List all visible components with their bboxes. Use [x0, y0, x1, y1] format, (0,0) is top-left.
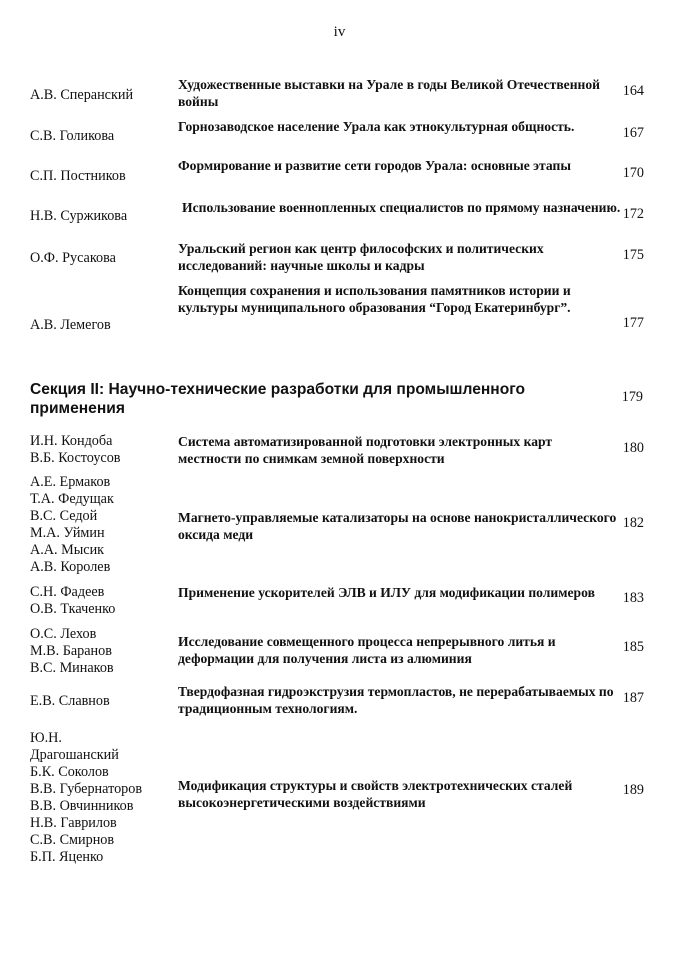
author-name: А.В. Сперанский — [30, 87, 134, 103]
toc-entry — [30, 584, 650, 624]
author-name: Е.В. Славнов — [30, 693, 110, 709]
author-name: Т.А. Федущак — [30, 491, 114, 507]
entry-title: Формирование и развитие сети городов Урала: основные этапы — [178, 158, 571, 173]
author-name: А.Е. Ермаков — [30, 474, 111, 490]
entry-title: Магнето-управляемые катализаторы на основе нанокристаллического оксида меди — [178, 510, 617, 542]
entry-page: 167 — [622, 125, 644, 141]
section-heading: Секция II: Научно-технические разработки для промышленного применения — [30, 381, 526, 417]
toc-entry — [30, 157, 650, 197]
toc-entry — [30, 118, 650, 158]
author-name: С.В. Смирнов — [30, 832, 115, 848]
entry-page: 189 — [622, 782, 644, 798]
entry-title: Использование военнопленных специалистов по прямому назначению. — [182, 200, 621, 215]
author-name: О.В. Ткаченко — [30, 601, 116, 617]
author-name: С.Н. Фадеев — [30, 584, 105, 600]
toc-entry — [30, 474, 650, 578]
entry-page: 164 — [622, 83, 644, 99]
entry-title: Исследование совмещенного процесса непрерывного литья и деформации для получения листа из алюминия — [178, 634, 556, 666]
entry-page: 183 — [622, 590, 644, 606]
author-name: В.Б. Костоусов — [30, 450, 121, 466]
author-name: В.В. Губернаторов — [30, 781, 143, 797]
entry-title: Система автоматизированной подготовки электронных карт местности по снимкам земной поверхности — [178, 434, 553, 466]
author-name: А.В. Лемегов — [30, 317, 111, 333]
author-name: Драгошанский — [30, 747, 119, 763]
author-name: Ю.Н. — [30, 730, 62, 746]
author-name: Б.К. Соколов — [30, 764, 109, 780]
author-name: С.В. Голикова — [30, 128, 115, 144]
author-name: С.П. Постников — [30, 168, 126, 184]
toc-entry — [30, 730, 650, 870]
author-name: А.В. Королев — [30, 559, 111, 575]
entry-page: 182 — [622, 515, 644, 531]
section-page: 179 — [621, 389, 643, 405]
entry-title: Твердофазная гидроэкструзия термопластов, не перерабатываемых по традиционным технологиям. — [178, 684, 614, 716]
entry-page: 172 — [622, 206, 644, 222]
entry-page: 187 — [622, 690, 644, 706]
author-name: М.В. Баранов — [30, 643, 112, 659]
author-name: В.В. Овчинников — [30, 798, 134, 814]
entry-title: Художественные выставки на Урале в годы Великой Отечественной войны — [178, 77, 601, 109]
entry-title: Концепция сохранения и использования памятников истории и культуры муниципального образования “Город Екатеринбург”. — [178, 283, 571, 315]
toc-entry — [30, 76, 650, 116]
entry-page: 180 — [622, 440, 644, 456]
toc-entry — [30, 282, 650, 338]
toc-entry — [30, 199, 650, 239]
author-name: И.Н. Кондоба — [30, 433, 113, 449]
author-name: Н.В. Суржикова — [30, 208, 128, 224]
author-name: Н.В. Гаврилов — [30, 815, 117, 831]
author-name: М.А. Уймин — [30, 525, 105, 541]
entry-title: Применение ускорителей ЭЛВ и ИЛУ для модификации полимеров — [178, 585, 595, 600]
toc-entry — [30, 626, 650, 678]
author-name: А.А. Мысик — [30, 542, 105, 558]
page-number: iv — [333, 24, 346, 40]
toc-entry — [30, 433, 650, 473]
entry-page: 170 — [622, 165, 644, 181]
author-name: Б.П. Яценко — [30, 849, 104, 865]
author-name: В.С. Минаков — [30, 660, 114, 676]
entry-title: Модификация структуры и свойств электротехнических сталей высокоэнергетическими воздействиями — [178, 778, 573, 810]
author-name: О.С. Лехов — [30, 626, 97, 642]
entry-title: Горнозаводское население Урала как этнокультурная общность. — [178, 119, 575, 134]
author-name: О.Ф. Русакова — [30, 250, 116, 266]
entry-title: Уральский регион как центр философских и политических исследований: научные школы и кадры — [178, 241, 544, 273]
entry-page: 175 — [622, 247, 644, 263]
entry-page: 177 — [622, 315, 644, 331]
entry-page: 185 — [622, 639, 644, 655]
toc-entry — [30, 683, 650, 723]
toc-entry — [30, 240, 650, 280]
author-name: В.С. Седой — [30, 508, 98, 524]
